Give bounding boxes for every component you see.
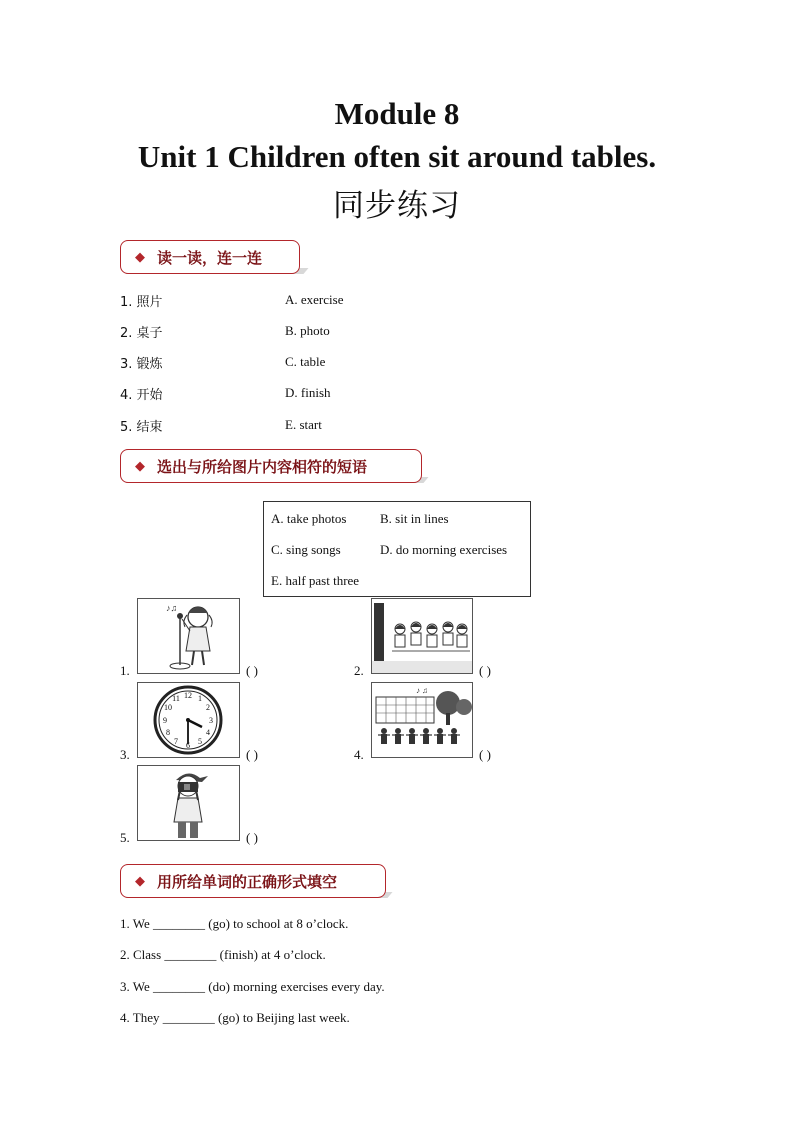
answer-paren[interactable]: ( ) — [246, 747, 258, 762]
svg-text:9: 9 — [163, 716, 167, 725]
fill-blank-item: 2. Class ________ (finish) at 4 o’clock. — [120, 947, 326, 962]
answer-paren[interactable]: ( ) — [479, 663, 491, 678]
answer-paren[interactable]: ( ) — [479, 747, 491, 762]
girl-singing-picture — [137, 598, 240, 674]
svg-text:4: 4 — [206, 728, 210, 737]
section-1-header — [120, 240, 300, 274]
match-left-item: 1. 照片 — [120, 295, 163, 310]
svg-text:6: 6 — [186, 741, 190, 750]
match-right-item: B. photo — [285, 323, 330, 338]
diamond-bullet-icon: ◆ — [135, 459, 145, 474]
option-a: A. take photos — [271, 511, 347, 526]
children-sitting-picture — [371, 598, 473, 674]
question-number: 2. — [354, 663, 364, 678]
svg-text:♪♫: ♪♫ — [166, 603, 178, 613]
fill-blank-item: 3. We ________ (do) morning exercises every day. — [120, 979, 385, 994]
svg-text:♪ ♫: ♪ ♫ — [416, 686, 428, 695]
svg-text:10: 10 — [164, 703, 172, 712]
section-2-heading: 选出与所给图片内容相符的短语 — [157, 458, 368, 476]
option-e: E. half past three — [271, 573, 360, 588]
question-number: 1. — [120, 663, 130, 678]
question-number: 5. — [120, 830, 130, 845]
section-3-header — [120, 864, 386, 898]
match-left-item: 3. 锻炼 — [120, 357, 163, 372]
answer-paren[interactable]: ( ) — [246, 830, 258, 845]
svg-text:12: 12 — [184, 691, 192, 700]
svg-text:7: 7 — [174, 737, 178, 746]
match-right-item: E. start — [285, 417, 322, 432]
svg-text:3: 3 — [209, 716, 213, 725]
options-box — [263, 501, 531, 597]
clock-picture — [137, 682, 240, 758]
module-title: Module 8 — [334, 96, 460, 131]
option-c: C. sing songs — [271, 542, 341, 557]
match-left-item: 4. 开始 — [120, 388, 163, 403]
match-right-item: D. finish — [285, 385, 331, 400]
svg-text:5: 5 — [198, 737, 202, 746]
question-number: 3. — [120, 747, 130, 762]
match-left-item: 2. 桌子 — [120, 326, 163, 341]
boy-taking-photo-picture — [137, 765, 240, 841]
fill-blank-item: 4. They ________ (go) to Beijing last week. — [120, 1010, 350, 1025]
match-right-item: A. exercise — [285, 292, 344, 307]
page-subtitle: 同步练习 — [333, 188, 461, 224]
section-2-header — [120, 449, 422, 483]
unit-title: Unit 1 Children often sit around tables. — [137, 139, 657, 174]
section-3-heading: 用所给单词的正确形式填空 — [157, 873, 338, 891]
diamond-bullet-icon: ◆ — [135, 874, 145, 889]
match-right-item: C. table — [285, 354, 326, 369]
question-number: 4. — [354, 747, 364, 762]
section-1-heading: 读一读，连一连 — [157, 249, 263, 267]
fill-blank-item: 1. We ________ (go) to school at 8 o’clock. — [120, 916, 349, 931]
answer-paren[interactable]: ( ) — [246, 663, 258, 678]
match-left-item: 5. 结束 — [120, 420, 163, 435]
option-b: B. sit in lines — [380, 511, 449, 526]
svg-text:11: 11 — [172, 694, 180, 703]
option-d: D. do morning exercises — [380, 542, 508, 557]
svg-text:8: 8 — [166, 728, 170, 737]
svg-text:1: 1 — [198, 694, 202, 703]
morning-exercises-picture — [371, 682, 473, 758]
diamond-bullet-icon: ◆ — [135, 250, 145, 265]
svg-text:2: 2 — [206, 703, 210, 712]
